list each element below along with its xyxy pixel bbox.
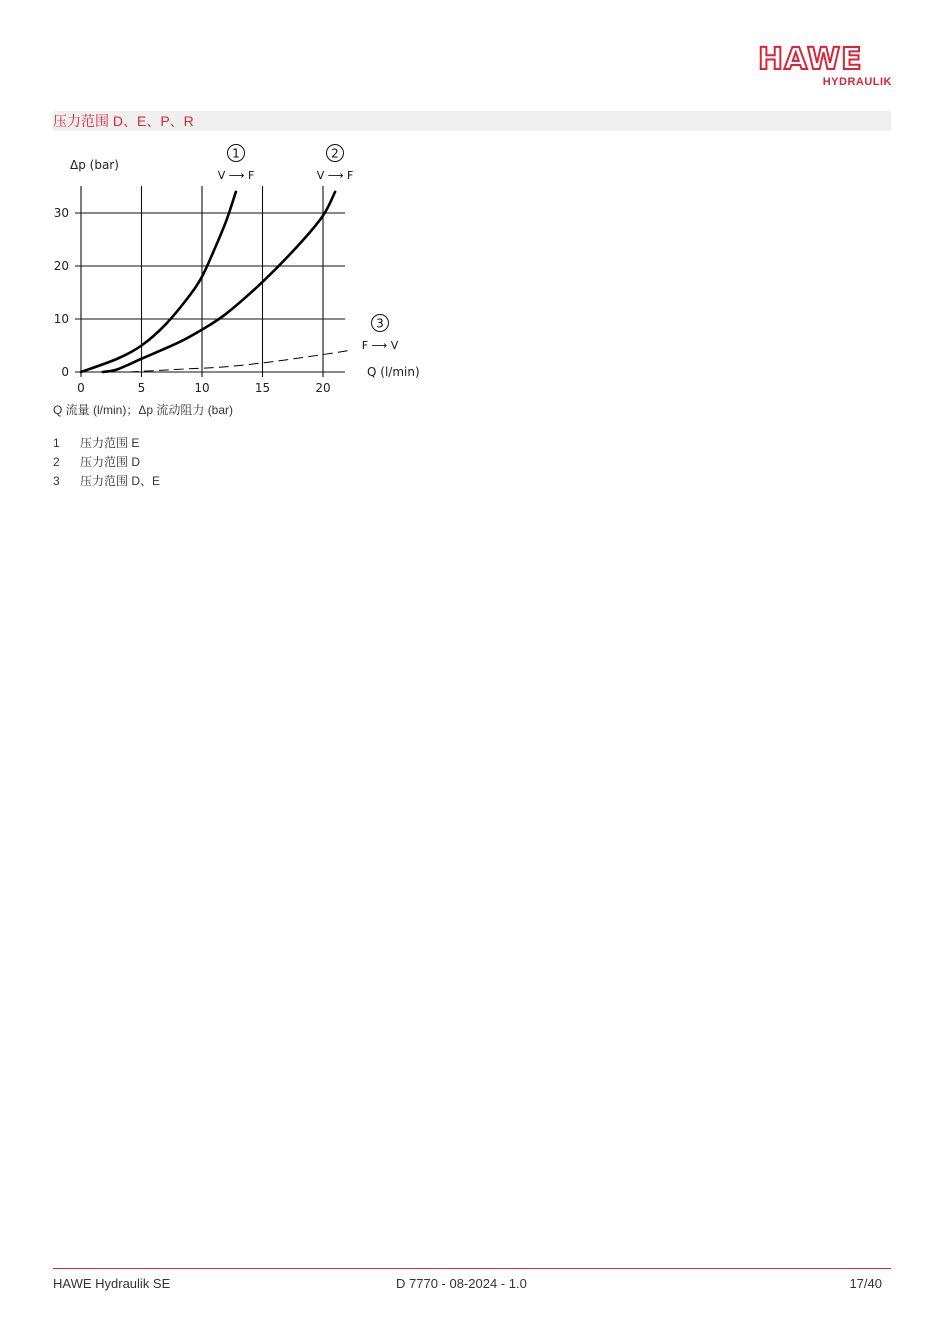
legend-label: 压力范围 E — [80, 436, 140, 450]
legend-label: 压力范围 D、E — [80, 474, 161, 488]
hawe-logo — [758, 44, 894, 90]
section-title: 压力范围 D、E、P、R — [53, 113, 194, 129]
curve-flow-direction: V ⟶ F — [217, 169, 255, 182]
curve-marker-number: 2 — [331, 146, 339, 161]
legend-number: 1 — [53, 436, 60, 450]
curve-3 — [129, 351, 347, 372]
legend-item — [53, 472, 160, 491]
footer-divider — [53, 1268, 891, 1269]
y-tick-label: 10 — [53, 312, 69, 326]
y-tick-label: 30 — [53, 206, 69, 220]
x-tick-label: 5 — [137, 381, 146, 395]
chart-grid — [75, 186, 345, 377]
curve-flow-direction: V ⟶ F — [316, 169, 354, 182]
chart-annotations — [218, 145, 399, 353]
footer-page-number: 17/40 — [849, 1276, 882, 1291]
x-tick-label: 10 — [194, 381, 210, 395]
y-tick-label: 0 — [61, 365, 69, 379]
legend-item — [53, 453, 160, 472]
chart-caption: Q 流量 (l/min)；Δp 流动阻力 (bar) — [53, 403, 234, 417]
legend-number: 2 — [53, 455, 60, 469]
chart-curves — [81, 192, 347, 372]
x-tick-label: 20 — [315, 381, 331, 395]
curve-marker-number: 1 — [232, 146, 240, 161]
logo-subtitle: HYDRAULIK — [822, 76, 892, 88]
chart-legend — [53, 434, 160, 491]
legend-number: 3 — [53, 474, 60, 488]
curve-1 — [81, 192, 236, 372]
x-axis-label: Q (l/min) — [367, 365, 420, 379]
section-header — [53, 111, 891, 131]
pressure-flow-chart — [53, 138, 433, 400]
x-tick-label: 0 — [77, 381, 85, 395]
footer-doc-id: D 7770 - 08-2024 - 1.0 — [396, 1276, 527, 1291]
x-tick-label: 15 — [254, 381, 271, 395]
curve-flow-direction: F ⟶ V — [361, 339, 399, 352]
y-tick-label: 20 — [53, 259, 69, 273]
curve-2 — [103, 192, 335, 372]
footer-company: HAWE Hydraulik SE — [53, 1276, 171, 1291]
legend-item — [53, 434, 160, 453]
logo-wordmark: HAWE — [758, 42, 863, 77]
y-axis-label: Δp (bar) — [70, 158, 119, 172]
legend-label: 压力范围 D — [80, 455, 141, 469]
curve-marker-number: 3 — [376, 316, 384, 331]
